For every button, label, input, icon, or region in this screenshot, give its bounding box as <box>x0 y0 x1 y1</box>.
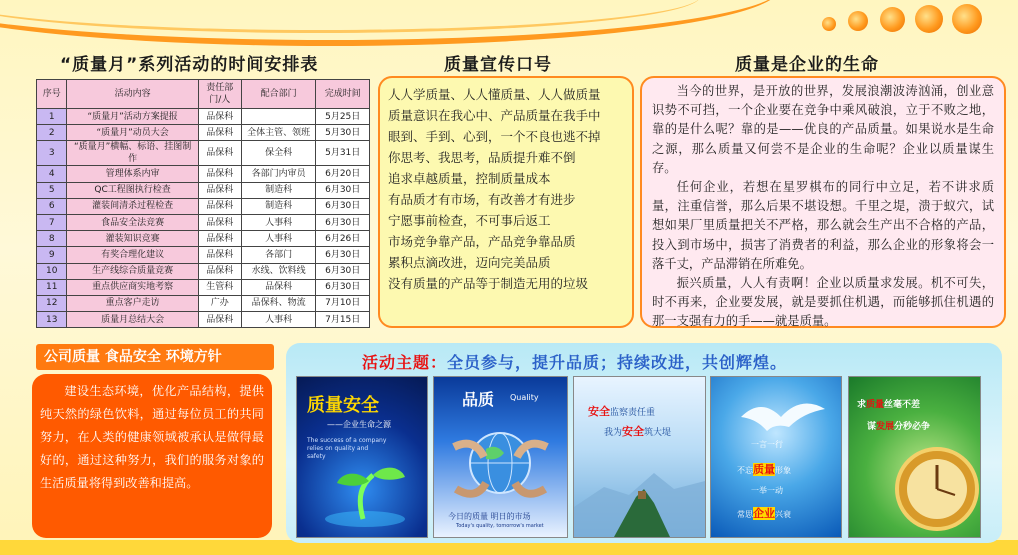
table-cell: 6月20日 <box>316 166 370 182</box>
table-cell: 制造科 <box>241 182 316 198</box>
poster-line: 一言一行 <box>751 440 783 449</box>
poster-english-caption: Today's quality, tomorrow's market <box>456 523 544 529</box>
slogan-title: 质量宣传口号 <box>444 55 552 75</box>
sprout-icon <box>297 377 427 537</box>
table-cell: 5月25日 <box>316 109 370 125</box>
poster-text: 分秒必争 <box>894 422 931 432</box>
table-cell: 1 <box>37 109 67 125</box>
table-cell: 6月30日 <box>316 263 370 279</box>
poster-line: 一举一动 <box>751 486 783 495</box>
table-cell: “质量月”横幅、标语、挂图制作 <box>67 141 198 166</box>
poster-text: 监察责任重 <box>610 408 656 418</box>
header-cell: 责任部门/人 <box>198 80 241 109</box>
decor-dot <box>848 11 868 31</box>
table-cell: 灌装知识竞赛 <box>67 231 198 247</box>
table-cell: 6月30日 <box>316 279 370 295</box>
table-row <box>37 231 370 247</box>
poster-text: 谋 <box>867 422 877 432</box>
life-paragraph: 振兴质量，人人有责啊！企业以质量求发展。机不可失，时不再来，企业要发展，就是要抓住机遇，而能够抓住机遇的那一支强有力的手——就是质量。 <box>652 276 994 329</box>
table-cell: 品保科 <box>198 247 241 263</box>
life-box <box>640 76 1006 328</box>
schedule-table <box>36 79 370 328</box>
table-cell: QC工程图执行检查 <box>67 182 198 198</box>
life-title: 质量是企业的生命 <box>735 55 879 75</box>
table-cell: 重点客户走访 <box>67 295 198 311</box>
table-cell: 6 <box>37 198 67 214</box>
slogan-line: 累积点滴改进，迈向完美品质 <box>388 255 551 270</box>
poster-highlight: 质量 <box>753 463 775 476</box>
slogan-line: 市场竞争靠产品，产品竞争靠品质 <box>388 234 576 249</box>
table-cell: 品保科 <box>198 109 241 125</box>
table-cell: 品保科 <box>198 263 241 279</box>
table-cell: 3 <box>37 141 67 166</box>
poster-text: 形象 <box>775 466 791 475</box>
table-cell: 重点供应商实地考察 <box>67 279 198 295</box>
table-cell: 生产线综合质量竞赛 <box>67 263 198 279</box>
poster-line <box>737 505 791 521</box>
table-cell: 制造科 <box>241 198 316 214</box>
table-cell: “质量月”动员大会 <box>67 125 198 141</box>
table-cell: 全体主管、领班 <box>241 125 316 141</box>
table-row <box>37 312 370 328</box>
table-cell: 各部门 <box>241 247 316 263</box>
header-cell: 配合部门 <box>241 80 316 109</box>
table-cell: 生管科 <box>198 279 241 295</box>
poster-text: 求 <box>857 400 867 410</box>
slogan-line: 质量意识在我心中、产品质量在我手中 <box>388 108 601 123</box>
table-row <box>37 279 370 295</box>
poster-bird-sky <box>710 376 842 538</box>
table-cell: 人事科 <box>241 231 316 247</box>
table-cell: 7月10日 <box>316 295 370 311</box>
poster-clock <box>848 376 981 538</box>
slogan-line: 有品质才有市场，有改善才有进步 <box>388 192 576 207</box>
schedule-table-body <box>37 109 370 328</box>
table-cell: 6月30日 <box>316 182 370 198</box>
table-cell: 7 <box>37 214 67 230</box>
table-row <box>37 263 370 279</box>
life-paragraph: 任何企业，若想在星罗棋布的同行中立足，若不讲求质量，注重信誉，那么后果不堪设想。千里之堤，溃于蚁穴，试想如果厂里质量把关不严格，那么就会生产出不合格的产品，投入到市场中，损害了消费者的利益，那么企业的形象将会一落千丈，产品滞销在所难免。 <box>652 180 994 271</box>
poster-title: 质量安全 <box>307 395 379 416</box>
slogan-line: 人人学质量、人人懂质量、人人做质量 <box>388 87 601 102</box>
activity-theme <box>362 350 787 373</box>
table-row <box>37 166 370 182</box>
table-row <box>37 182 370 198</box>
poster-text: 不忘 <box>737 466 753 475</box>
table-cell: 6月30日 <box>316 214 370 230</box>
poster-quality-safety <box>296 376 428 538</box>
table-cell: 食品安全法竞赛 <box>67 214 198 230</box>
poster-text: 丝毫不差 <box>884 400 921 410</box>
poster-text: 兴衰 <box>775 510 791 519</box>
table-cell: 5 <box>37 182 67 198</box>
poster-english: The success of a company relies on quality and safety <box>307 437 387 460</box>
poster-quality-globe <box>433 376 568 538</box>
activity-theme-label: 活动主题： <box>362 353 448 372</box>
table-cell: 9 <box>37 247 67 263</box>
table-cell: 品保科 <box>198 166 241 182</box>
table-cell: 质量月总结大会 <box>67 312 198 328</box>
table-cell: “质量月”活动方案提报 <box>67 109 198 125</box>
life-paragraph: 当今的世界，是开放的世界，发展浪潮波涛汹涌，创业意识势不可挡，一个企业要在竞争中乘风破浪，立于不败之地，靠的是什么呢？靠的是——优良的产品质量。如果说水是生命之源，那么质量又何尝不是企业的生命呢？企业以质量谋生存。 <box>652 84 994 175</box>
slogan-line: 宁愿事前检查，不可事后返工 <box>388 213 551 228</box>
poster-text: 我为 <box>604 428 623 438</box>
schedule-title: “质量月”系列活动的时间安排表 <box>60 55 319 75</box>
activity-theme-text: 全员参与，提升品质；持续改进，共创辉煌。 <box>447 353 788 372</box>
poster-title: 品质 <box>462 390 495 409</box>
table-cell: 各部门内审员 <box>241 166 316 182</box>
slogan-line: 追求卓越质量，控制质量成本 <box>388 171 551 186</box>
table-cell: 5月31日 <box>316 141 370 166</box>
table-row <box>37 247 370 263</box>
table-cell: 11 <box>37 279 67 295</box>
poster-highlight: 质量 <box>866 400 885 410</box>
table-cell: 品保科、物流 <box>241 295 316 311</box>
table-cell: 品保科 <box>198 231 241 247</box>
table-cell: 水线、饮料线 <box>241 263 316 279</box>
poster-highlight: 发展 <box>876 422 895 432</box>
table-cell: 品保科 <box>198 198 241 214</box>
poster-caption: 今日的质量 明日的市场 <box>448 512 531 521</box>
table-cell: 灌装间清杀过程检查 <box>67 198 198 214</box>
poster-line <box>737 461 791 477</box>
table-cell: 广办 <box>198 295 241 311</box>
poster-safety-mountain <box>573 376 706 538</box>
table-header-row <box>37 80 370 109</box>
table-cell: 品保科 <box>198 214 241 230</box>
table-row <box>37 198 370 214</box>
table-cell: 6月30日 <box>316 198 370 214</box>
environment-title: 公司质量 食品安全 环境方针 <box>36 344 274 370</box>
slogan-box <box>378 76 634 328</box>
table-cell: 13 <box>37 312 67 328</box>
header-cell: 序号 <box>37 80 67 109</box>
table-cell: 12 <box>37 295 67 311</box>
slogan-line: 你思考、我思考，品质提升难不倒 <box>388 150 576 165</box>
slogan-line: 没有质量的产品等于制造无用的垃圾 <box>388 276 589 291</box>
header-cell: 完成时间 <box>316 80 370 109</box>
table-cell: 有奖合理化建议 <box>67 247 198 263</box>
table-cell: 4 <box>37 166 67 182</box>
decor-dot <box>915 5 943 33</box>
table-cell: 人事科 <box>241 312 316 328</box>
clock-icon <box>849 377 980 537</box>
environment-box <box>32 374 272 538</box>
table-cell: 保全科 <box>241 141 316 166</box>
decor-dot <box>822 17 836 31</box>
table-cell: 5月30日 <box>316 125 370 141</box>
table-cell: 品保科 <box>198 125 241 141</box>
table-cell <box>241 109 316 125</box>
poster-text: 常思 <box>737 510 753 519</box>
table-cell: 管理体系内审 <box>67 166 198 182</box>
poster-subtitle: ——企业生命之源 <box>327 420 391 429</box>
mountain-icon <box>574 377 705 537</box>
poster-highlight: 安全 <box>588 405 610 418</box>
poster-highlight: 企业 <box>753 507 775 520</box>
table-cell: 6月26日 <box>316 231 370 247</box>
table-row <box>37 214 370 230</box>
table-cell: 10 <box>37 263 67 279</box>
poster-english-title: Quality <box>510 393 539 402</box>
table-row <box>37 125 370 141</box>
table-cell: 2 <box>37 125 67 141</box>
decor-dot <box>952 4 982 34</box>
table-row <box>37 109 370 125</box>
decor-dot <box>880 7 905 32</box>
table-cell: 人事科 <box>241 214 316 230</box>
environment-text: 建设生态环境，优化产品结构，提供纯天然的绿色饮料，通过每位员工的共同努力，在人类的健康领域被承认是做得最好的，通过这种努力，我们的服务对象的生活质量将得到改善和提高。 <box>40 384 264 490</box>
poster-text: 筑大堤 <box>644 428 672 438</box>
table-row <box>37 295 370 311</box>
header-cell: 活动内容 <box>67 80 198 109</box>
table-cell: 品保科 <box>241 279 316 295</box>
table-row <box>37 141 370 166</box>
table-cell: 品保科 <box>198 182 241 198</box>
table-cell: 8 <box>37 231 67 247</box>
table-cell: 7月15日 <box>316 312 370 328</box>
slogan-line: 眼到、手到、心到，一个不良也逃不掉 <box>388 129 601 144</box>
table-cell: 6月30日 <box>316 247 370 263</box>
table-cell: 品保科 <box>198 312 241 328</box>
table-cell: 品保科 <box>198 141 241 166</box>
poster-highlight: 安全 <box>622 425 645 438</box>
